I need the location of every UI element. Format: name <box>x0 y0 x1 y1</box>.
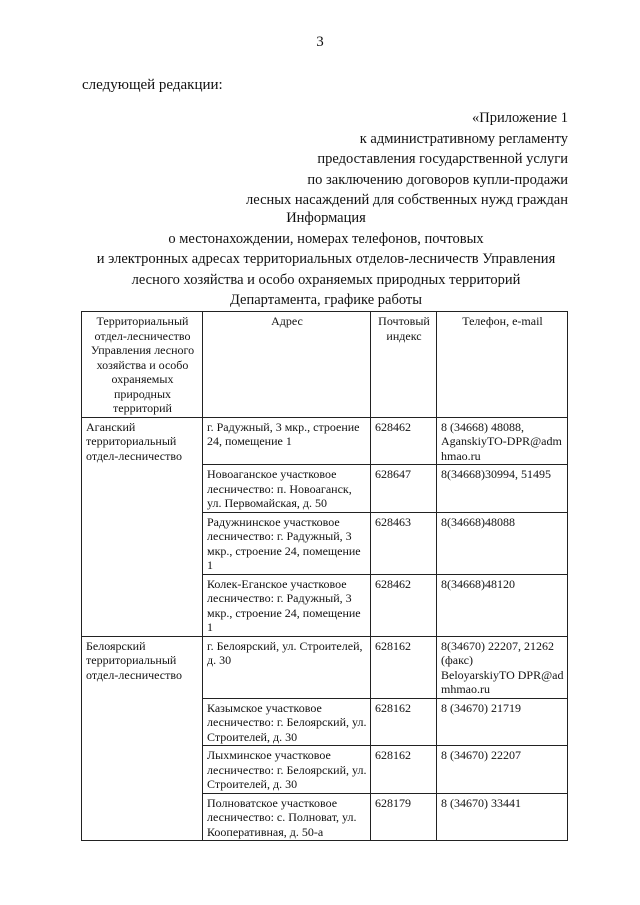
address-cell: Колек-Еганское участковое лесничество: г. Радужный, 3 мкр., строение 24, помещение 1 <box>203 574 371 636</box>
header-contact: Телефон, e-mail <box>437 312 568 418</box>
contact-cell <box>437 465 568 513</box>
email-link[interactable]: BeloyarskiyTO DPR@admhmao.ru <box>441 667 564 696</box>
header-department: Территориальный отдел-лесничество Управления лесного хозяйства и особо охраняемых природных территорий <box>82 312 203 418</box>
contact-cell <box>437 574 568 636</box>
heading-line: Департамента, графике работы <box>229 292 422 308</box>
table-row <box>82 417 568 465</box>
header-postal-index: Почтовый индекс <box>371 312 437 418</box>
table-header-row <box>82 312 568 418</box>
contact-cell <box>437 512 568 574</box>
phone-text: 8(34668)30994, 51495 <box>441 467 551 481</box>
contact-cell <box>437 746 568 794</box>
heading-line: и электронных адресах территориальных отделов-лесничеств Управления <box>96 251 556 267</box>
table-row <box>82 636 568 698</box>
phone-text: 8(34668)48120 <box>441 576 515 591</box>
appendix-line: по заключению договоров купли-продажи <box>307 171 568 188</box>
header-address: Адрес <box>203 312 371 418</box>
contact-cell <box>437 417 568 465</box>
heading-line: лесного хозяйства и особо охраняемых природных территорий <box>131 271 521 288</box>
appendix-line: «Приложение 1 <box>472 110 568 126</box>
index-cell: 628179 <box>371 793 437 841</box>
appendix-line: предоставления государственной услуги <box>317 151 568 167</box>
appendix-header <box>246 108 568 211</box>
department-cell: Белоярский территориальный отдел-лесничество <box>82 636 203 841</box>
index-cell: 628462 <box>371 574 437 636</box>
phone-text: 8 (34668) 48088, <box>441 419 524 434</box>
address-cell: Лыхминское участковое лесничество: г. Белоярский, ул. Строителей, д. 30 <box>203 746 371 794</box>
email-link[interactable]: AganskiyTO-DPR@admhmao.ru <box>441 434 562 463</box>
contact-cell <box>437 636 568 698</box>
index-cell: 628462 <box>371 417 437 465</box>
offices-table <box>81 311 568 841</box>
page-number: 3 <box>316 34 324 50</box>
address-cell: Радужнинское участковое лесничество: г. Радужный, 3 мкр., строение 24, помещение 1 <box>203 512 371 574</box>
heading-line: Информация <box>286 210 366 226</box>
index-cell: 628162 <box>371 746 437 794</box>
appendix-line: лесных насаждений для собственных нужд граждан <box>246 192 568 208</box>
phone-text: 8 (34670) 22207 <box>441 748 521 762</box>
address-cell: Полноватское участковое лесничество: с. Полноват, ул. Кооперативная, д. 50-а <box>203 793 371 841</box>
intro-text: следующей редакции: <box>82 77 223 93</box>
address-cell: г. Радужный, 3 мкр., строение 24, помещение 1 <box>203 417 371 465</box>
phone-text: 8(34668)48088 <box>441 514 515 529</box>
address-cell: Казымское участковое лесничество: г. Белоярский, ул. Строителей, д. 30 <box>203 698 371 746</box>
index-cell: 628647 <box>371 465 437 513</box>
address-cell: г. Белоярский, ул. Строителей, д. 30 <box>203 636 371 698</box>
index-cell: 628162 <box>371 698 437 746</box>
heading-line: о местонахождении, номерах телефонов, почтовых <box>168 230 484 247</box>
phone-text: 8 (34670) 21719 <box>441 700 521 715</box>
phone-text: 8(34670) 22207, 21262 (факс) <box>441 638 554 667</box>
contact-cell <box>437 793 568 841</box>
appendix-line: к административному регламенту <box>359 130 568 147</box>
address-cell: Новоаганское участковое лесничество: п. Новоаганск, ул. Первомайская, д. 50 <box>203 465 371 513</box>
document-heading <box>0 208 640 311</box>
index-cell: 628162 <box>371 636 437 698</box>
contact-cell <box>437 698 568 746</box>
index-cell: 628463 <box>371 512 437 574</box>
phone-text: 8 (34670) 33441 <box>441 795 521 810</box>
department-cell: Аганский территориальный отдел-лесничество <box>82 417 203 636</box>
